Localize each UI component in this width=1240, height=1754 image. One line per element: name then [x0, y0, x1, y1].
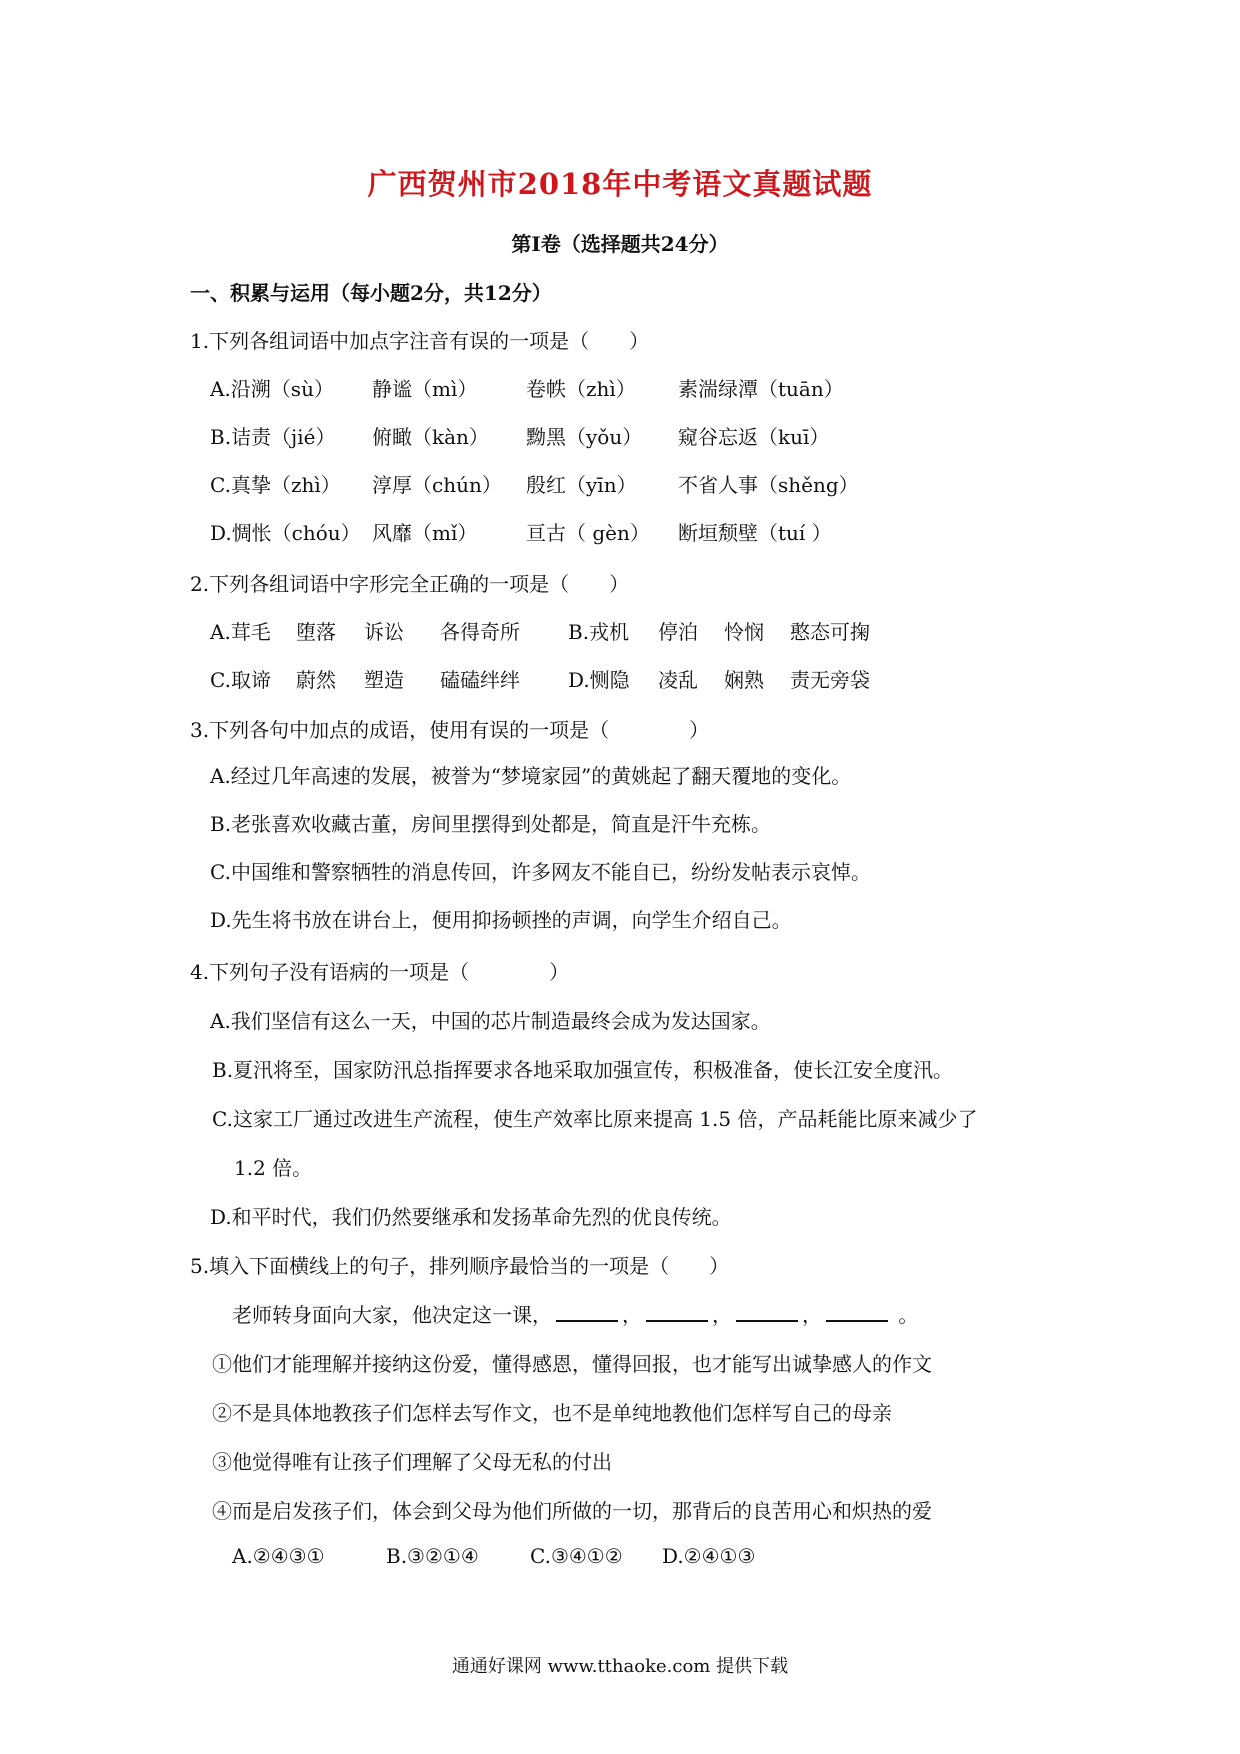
question-5-stem: 5.填入下面横线上的句子，排列顺序最恰当的一项是（ ） [190, 1254, 730, 1278]
question-3-stem: 3.下列各句中加点的成语，使用有误的一项是（ ） [190, 718, 710, 742]
section-heading: 一、积累与运用（每小题2分，共12分） [190, 281, 552, 305]
page-footer: 通通好课网 www.tthaoke.com 提供下载 [451, 1656, 789, 1677]
question-4-option-c: C.这家工厂通过改进生产流程，使生产效率比原来提高 1.5 倍，产品耗能比原来减少了 [212, 1107, 978, 1131]
question-3-option-d: D.先生将书放在讲台上，便用抑扬顿挫的声调，向学生介绍自己。 [210, 908, 792, 932]
question-4-option-a: A.我们坚信有这么一天，中国的芯片制造最终会成为发达国家。 [210, 1009, 771, 1033]
page-title: 广西贺州市2018年中考语文真题试题 [367, 167, 873, 201]
question-5-sentence-1: ①他们才能理解并接纳这份爱，懂得感恩，懂得回报，也才能写出诚挚感人的作文 [212, 1352, 932, 1376]
answer-blank-2 [646, 1302, 708, 1322]
question-1-stem: 1.下列各组词语中加点字注音有误的一项是（ ） [190, 329, 650, 353]
answer-blank-3 [736, 1302, 798, 1322]
answer-blank-1 [556, 1302, 618, 1322]
question-3-option-b: B.老张喜欢收藏古董，房间里摆得到处都是，简直是汗牛充栋。 [210, 812, 772, 836]
question-4-option-d: D.和平时代，我们仍然要继承和发扬革命先烈的优良传统。 [210, 1205, 732, 1229]
question-5-sentence-4: ④而是启发孩子们，体会到父母为他们所做的一切，那背后的良苦用心和炽热的爱 [212, 1499, 932, 1523]
question-3-option-c: C.中国维和警察牺牲的消息传回，许多网友不能自已，纷纷发帖表示哀悼。 [210, 860, 871, 884]
question-4-option-c-continued: 1.2 倍。 [234, 1156, 313, 1180]
question-3-option-a: A.经过几年高速的发展，被誉为“梦境家园”的黄姚起了翻天覆地的变化。 [210, 764, 852, 788]
answer-blank-4 [826, 1302, 888, 1322]
question-5-sentence-2: ②不是具体地教孩子们怎样去写作文，也不是单纯地教他们怎样写自己的母亲 [212, 1401, 892, 1425]
section-subtitle: 第Ⅰ卷（选择题共24分） [511, 232, 729, 256]
question-4-stem: 4.下列句子没有语病的一项是（ ） [190, 960, 570, 984]
question-5-sentence-3: ③他觉得唯有让孩子们理解了父母无私的付出 [212, 1450, 612, 1474]
question-2-stem: 2.下列各组词语中字形完全正确的一项是（ ） [190, 572, 630, 596]
question-5-lead-sentence: 老师转身面向大家，他决定这一课， ， ， ， 。 [232, 1303, 919, 1327]
question-4-option-b: B.夏汛将至，国家防汛总指挥要求各地采取加强宣传，积极准备，使长江安全度汛。 [212, 1058, 954, 1082]
